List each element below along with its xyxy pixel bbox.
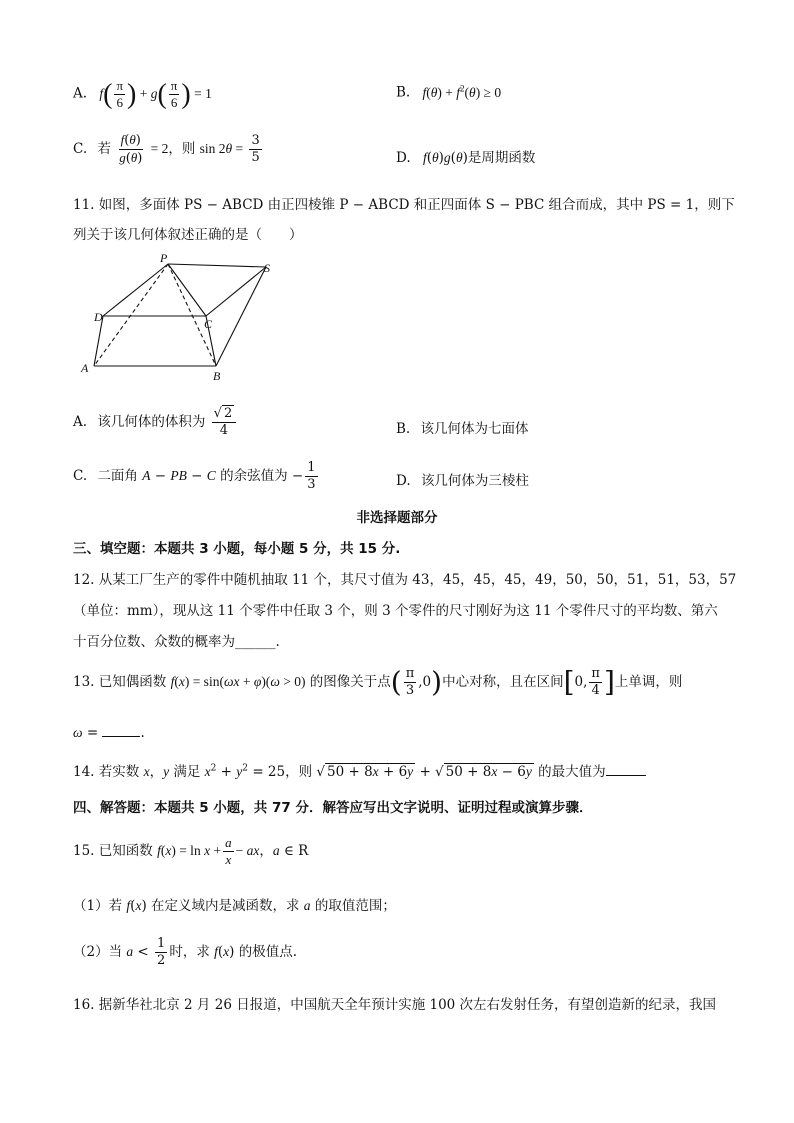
section-title-solutions: 四、解答题：本题共 5 小题，共 77 分．解答应写出文字说明、证明过程或演算步骤． — [73, 800, 593, 816]
vertex-label-c: C — [204, 317, 213, 331]
option-label: C. — [73, 468, 88, 484]
vertex-label-p: P — [160, 252, 168, 265]
q15-part1: （1）若 f(x) 在定义域内是减函数，求 a 的取值范围； — [73, 898, 396, 914]
section-title-nonchoice: 非选择题部分 — [356, 510, 438, 526]
q11-stem-line1: 11. 如图，多面体 PS − ABCD 由正四棱锥 P − ABCD 和正四面体 S − PBC 组合而成，其中 PS = 1，则下 — [73, 197, 735, 213]
q12-line2: （单位：mm），现从这 11 个零件中任取 3 个，则 3 个零件的尺寸刚好为这 11 个零件尺寸的平均数、第六 — [73, 603, 718, 619]
q10-option-d: D. f(θ)g(θ)是周期函数 — [396, 150, 536, 166]
q14-line1: 14. 若实数 x，y 满足 $x^2 + y^2 = 25$，则 √ 50 + 8x + 6y + √ 50 + 8x − 6y 的最大值为 — [73, 760, 646, 780]
q11-option-a: A. 该几何体的体积为 $\frac{√ 2}{4}$ — [73, 406, 238, 439]
q10-option-a: A. f( $\frac{\pi}{6}$ ) + g( $\frac{\pi}{6}$ ) = 1 — [73, 78, 212, 110]
option-label: B. — [396, 421, 411, 437]
vertex-label-b: B — [213, 369, 221, 383]
option-label: D. — [396, 473, 411, 489]
option-label: D. — [396, 150, 411, 166]
q11-option-d: D. 该几何体为三棱柱 — [396, 473, 529, 489]
q11-stem-line2: 列关于该几何体叙述正确的是（ ） — [73, 227, 303, 243]
q13-line1: 13. 已知偶函数 f(x) = sin(ωx + φ)(ω > 0) 的图像关于点( $\frac{\pi}{3}$ ,0)中心对称，且在区间[0, $\frac{\pi}{4}$ ]上单调，则 — [73, 665, 683, 699]
q15-line1: 15. 已知函数 f(x) = ln x + $\frac{a}{x}$ − ax，a ∈ R — [73, 835, 309, 867]
option-label: C. — [73, 141, 88, 157]
q15-part2: （2）当 a < $\frac{1}{2}$ 时，求 f(x) 的极值点. — [73, 936, 298, 968]
vertex-label-s: S — [264, 261, 270, 275]
section-title-fill-in: 三、填空题：本题共 3 小题，每小题 5 分，共 15 分. — [73, 541, 401, 557]
q11-option-b: B. 该几何体为七面体 — [396, 421, 529, 437]
option-label: A. — [73, 414, 88, 430]
vertex-label-d: D — [94, 310, 103, 324]
q16-line1: 16. 据新华社北京 2 月 26 日报道，中国航天全年预计实施 100 次左右发射任务，有望创造新的纪录，我国 — [73, 997, 717, 1013]
q10-option-b: B. $f(\theta) + f^2(\theta) \ge 0$ — [396, 83, 502, 101]
q11-polyhedron-figure — [76, 252, 286, 387]
vertex-label-a: A — [81, 361, 89, 375]
q10-option-c: C. 若 $\frac{f(\theta)}{g(\theta)}$ = 2，则 sin 2θ = $\frac{3}{5}$ — [73, 132, 260, 166]
option-label: A. — [73, 85, 88, 102]
q12-line3: 十百分位数、众数的概率为______. — [73, 634, 280, 650]
q13-line2: ω = . — [73, 725, 145, 741]
q12-line1: 12. 从某工厂生产的零件中随机抽取 11 个，其尺寸值为 43，45，45，45，49，50，50，51，51，53，57 — [73, 572, 737, 588]
option-label: B. — [396, 84, 411, 101]
q11-option-c: C. 二面角 A − PB − C 的余弦值为 − $\frac{1}{3}$ — [73, 460, 316, 492]
